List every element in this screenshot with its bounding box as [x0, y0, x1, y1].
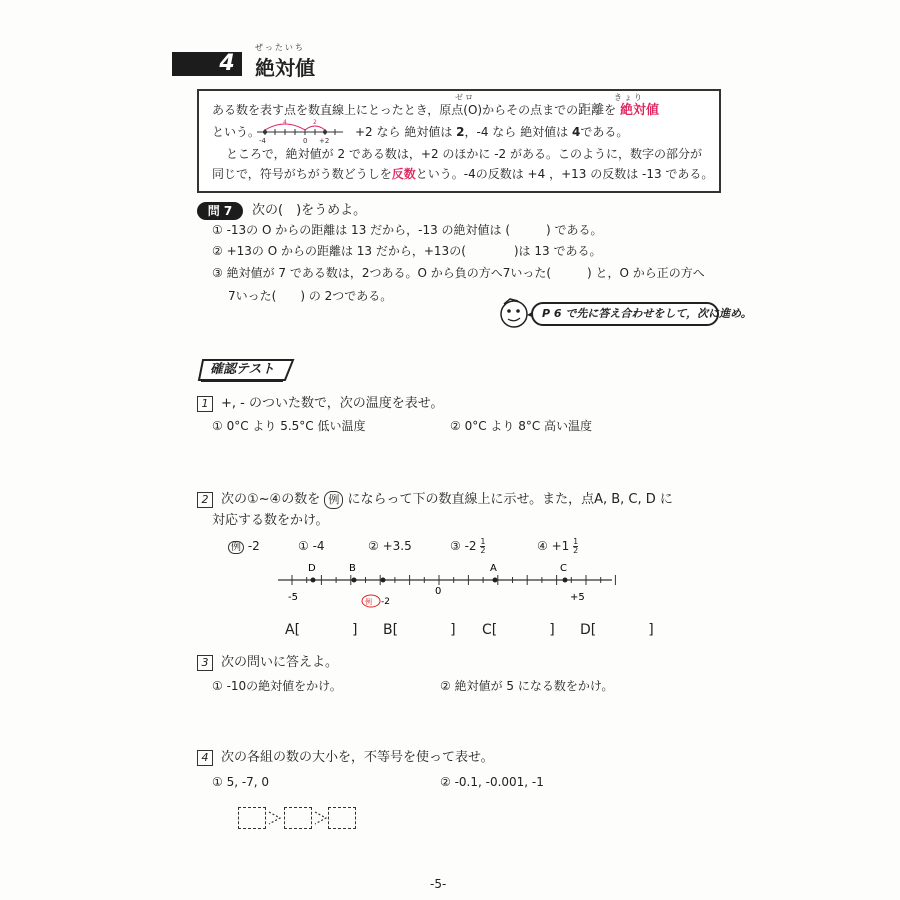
section-label: 確認テスト: [210, 362, 275, 377]
kyori-ruby: きょり: [614, 93, 644, 102]
definition-line-2: +2 なら 絶対値は 2，-4 なら 絶対値は 4である。: [355, 125, 629, 139]
hint-text: P 6 で先に答え合わせをして，次に進め。: [542, 307, 752, 320]
greater-than-icon: [266, 809, 284, 827]
point-example: [381, 578, 386, 583]
mini-top-a: 4: [283, 119, 287, 126]
example-mark: 例: [324, 491, 343, 509]
answer-a[interactable]: A[ ]: [285, 622, 358, 638]
label-b: B: [349, 563, 356, 574]
problem-number: 2: [197, 492, 213, 508]
point-b: [352, 578, 357, 583]
section-number: 4: [219, 51, 235, 76]
problem-4: 4 次の各組の数の大小を，不等号を使って表せ。: [197, 750, 494, 766]
problem-2-item-1: ① -4: [298, 539, 325, 553]
term-inverse: 反数: [391, 167, 416, 181]
mini-top-b: 2: [313, 119, 317, 126]
inequality-box-1[interactable]: [238, 807, 266, 829]
point-d: [311, 578, 316, 583]
title-ruby: ぜったいち: [255, 43, 305, 52]
problem-number: 3: [197, 655, 213, 671]
mini-left: -4: [259, 137, 266, 144]
mascot-face-icon: [501, 301, 527, 327]
problem-4-a: ① 5, -7, 0: [212, 775, 270, 789]
problem-3-b: ② 絶対値が 5 になる数をかけ。: [440, 679, 614, 693]
question-item-3: ③ 絶対値が 7 である数は，2つある。O から負の方へ7いった( ) と，O から正の方へ: [212, 266, 705, 280]
inequality-box-2[interactable]: [284, 807, 312, 829]
problem-4-b: ② -0.1, -0.001, -1: [440, 775, 544, 789]
problem-2: 2 次の①~④の数を 例 にならって下の数直線上に示せ。また，点A, B, C, D に: [197, 491, 673, 509]
definition-line-3: ところで，絶対値が 2 である数は，+2 のほかに -2 がある。このように，数字の部分が: [226, 147, 703, 161]
mini-right: +2: [319, 137, 330, 144]
answer-c[interactable]: C[ ]: [482, 622, 555, 638]
number-line: [270, 558, 620, 613]
axis-zero: 0: [435, 586, 442, 597]
problem-2-line-2: 対応する数をかけ。: [212, 513, 329, 528]
origin-ruby: ゼロ: [455, 93, 475, 102]
problem-2-item-3: ③ -2 $\frac{1}{2}$: [450, 537, 486, 555]
definition-line-1: ある数を表す点を数直線上にとったとき，原点(O)からその点までの距離を 絶対値: [212, 103, 659, 118]
problem-3: 3 次の問いに答えよ。: [197, 655, 338, 671]
label-d: D: [308, 563, 316, 574]
problem-1-a: ① 0°C より 5.5°C 低い温度: [212, 419, 366, 433]
question-tag: 問 7: [197, 202, 243, 220]
definition-line-2-label: という。: [212, 125, 261, 139]
axis-max: +5: [570, 592, 585, 603]
definition-line-4: 同じで，符号がちがう数どうしを反数という。-4の反数は +4 ，+13 の反数は -13 である。: [212, 167, 714, 181]
question-item-1: ① -13の O からの距離は 13 だから，-13 の絶対値は ( ) である。: [212, 223, 603, 237]
answer-d[interactable]: D[ ]: [580, 622, 654, 638]
mini-zero: 0: [303, 137, 308, 144]
point-a: [493, 578, 498, 583]
page-number: -5-: [430, 877, 447, 891]
problem-2-item-4: ④ +1 $\frac{1}{2}$: [537, 537, 579, 555]
label-a: A: [490, 563, 497, 574]
problem-number: 1: [197, 396, 213, 412]
question-prompt: 次の( )をうめよ。: [252, 203, 367, 218]
point-c: [563, 578, 568, 583]
answer-b[interactable]: B[ ]: [383, 622, 456, 638]
problem-2-items: 例 -2: [228, 538, 260, 556]
example-circle-label: 例: [365, 598, 372, 606]
axis-min: -5: [288, 592, 298, 603]
label-c: C: [560, 563, 567, 574]
example-mark-value: -2: [381, 597, 390, 607]
problem-number: 4: [197, 750, 213, 766]
mini-number-line: [255, 118, 345, 144]
question-item-2: ② +13の O からの距離は 13 だから，+13の( )は 13 である。: [212, 244, 602, 258]
problem-2-item-2: ② +3.5: [368, 539, 412, 553]
question-item-3b: 7いった( ) の 2つである。: [228, 289, 393, 303]
problem-1-b: ② 0°C より 8°C 高い温度: [450, 419, 593, 433]
page-title: 絶対値: [255, 56, 315, 80]
inequality-box-3[interactable]: [328, 807, 356, 829]
term-absolute-value: 絶対値: [619, 103, 659, 118]
problem-1: 1 +, - のついた数で，次の温度を表せ。: [197, 396, 443, 412]
problem-3-a: ① -10の絶対値をかけ。: [212, 679, 342, 693]
